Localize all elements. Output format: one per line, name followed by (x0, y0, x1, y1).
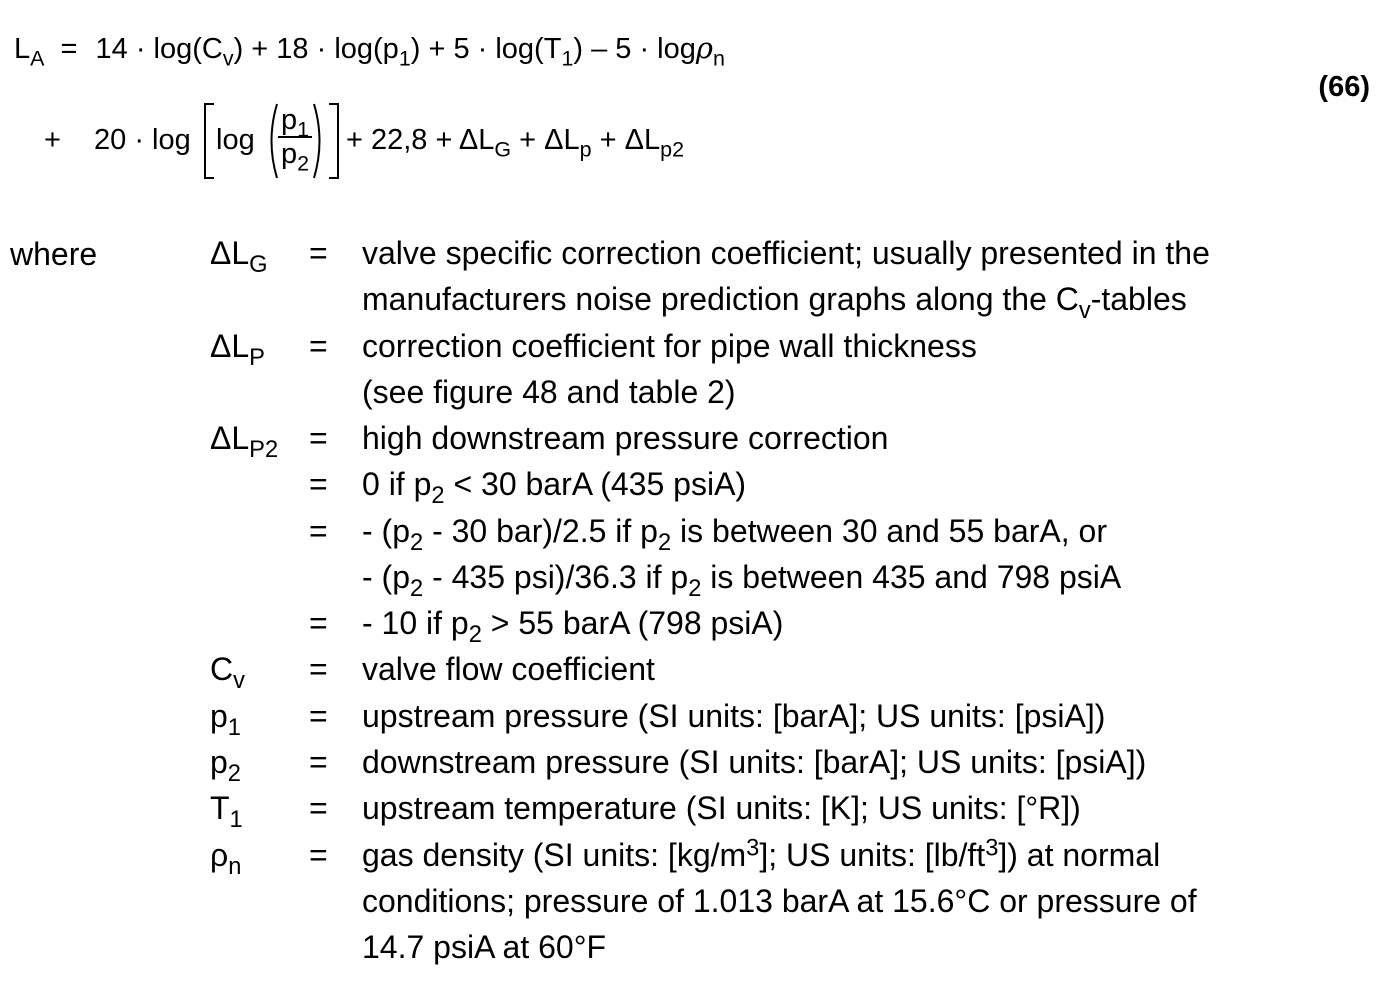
equals-sign: = (60, 33, 78, 65)
term-rho: ) – 5 · logρ$_n$ (573, 31, 725, 71)
log-coefficient: 20 · log (94, 124, 191, 156)
definition-symbol: $\rho_n$ (210, 837, 242, 881)
definition-symbol: $p_1$ (210, 698, 241, 742)
definition-equals: = (309, 605, 328, 641)
definition-text: (see figure 48 and table 2) (362, 374, 736, 410)
definition-symbol: $T_1$ (210, 790, 243, 834)
definition-text: upstream temperature (SI units: [K]; US units: [°R]) (362, 790, 1081, 826)
equation-tail: + $22,8 + \Delta L_G + \Delta L_p + \Delta L_{p2}$ (346, 124, 685, 162)
definition-equals: = (309, 790, 328, 826)
definition-symbol: $C_v$ (210, 651, 245, 695)
definition-equals: = (309, 420, 328, 456)
definition-text: manufacturers noise prediction graphs along the $C_v$-tables (362, 281, 1187, 325)
definition-text: 14.7 psiA at 60°F (362, 929, 607, 965)
definition-text: 0 if $p_2 < 30$ barA (435 psiA) (362, 466, 747, 510)
definition-text: gas density (SI units: $[kg/m^3]$; US units: $[lb/ft^3]$) at normal (362, 835, 1161, 873)
definition-equals: = (309, 513, 328, 549)
definition-equals: = (309, 235, 328, 271)
right-bracket-icon (327, 102, 341, 182)
definition-text: valve flow coefficient (362, 651, 655, 687)
fraction-numerator: $p_1$ (278, 104, 312, 138)
term-cv: $14 \cdot \log(C_v$ (95, 33, 234, 71)
term-p1: ) + $18 \cdot \log(p_1$ (233, 33, 411, 71)
definition-equals: = (309, 744, 328, 780)
definition-text: conditions; pressure of 1.013 barA at 15.6°C or pressure of (362, 883, 1197, 919)
definition-text: valve specific correction coefficient; usually presented in the (362, 235, 1210, 271)
right-paren-icon (311, 102, 327, 182)
definition-symbol: $p_2$ (210, 744, 241, 788)
inner-log: log (216, 124, 255, 156)
definition-text: - ($p_2 - 435$ psi)/36.3 if $p_2$ is between 435 and 798 psiA (362, 559, 1122, 603)
equation-line-1 (14, 31, 725, 71)
definition-symbol: $\Delta L_{P2}$ (210, 420, 279, 464)
definition-text: correction coefficient for pipe wall thickness (362, 328, 977, 364)
equation-number: (66) (1318, 71, 1370, 103)
definition-equals: = (309, 651, 328, 687)
definition-text: upstream pressure (SI units: [barA]; US units: [psiA]) (362, 698, 1106, 734)
definition-equals: = (309, 466, 328, 502)
where-label: where (10, 236, 98, 272)
definition-equals: = (309, 837, 328, 873)
definition-text: - 10 if $p_2 > 55$ barA (798 psiA) (362, 605, 784, 649)
definition-equals: = (309, 328, 328, 364)
term-t1: ) + $5 \cdot \log(T_1$ (410, 33, 574, 71)
definition-text: high downstream pressure correction (362, 420, 889, 456)
lhs-symbol: $L_A$ (14, 33, 45, 71)
left-bracket-icon (202, 102, 216, 182)
definition-symbol: $\Delta L_P$ (210, 328, 265, 372)
definition-equals: = (309, 698, 328, 734)
definition-text: - ($p_2 - 30$ bar)/2.5 if $p_2$ is between 30 and 55 barA, or (362, 513, 1107, 557)
fraction-denominator: $p_2$ (281, 138, 310, 176)
pressure-ratio-fraction (278, 104, 312, 176)
definition-text: downstream pressure (SI units: [barA]; US units: [psiA]) (362, 744, 1147, 780)
definition-symbol: $\Delta L_G$ (210, 235, 268, 279)
plus-sign: + (44, 124, 61, 156)
